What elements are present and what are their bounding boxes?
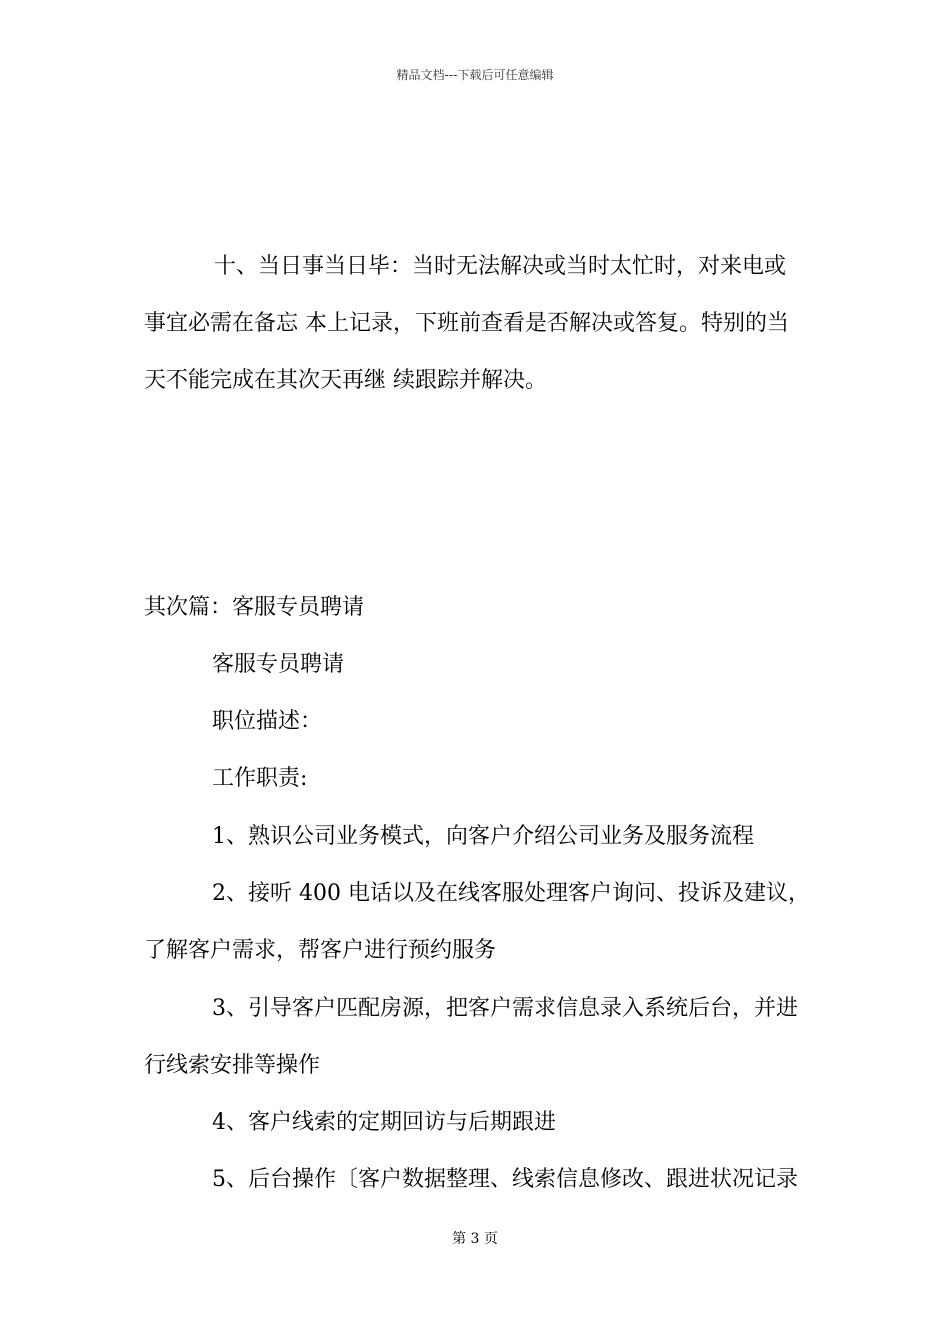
duty-item-3-line-2: 行线索安排等操作 <box>144 1053 321 1078</box>
page-number: 第 3 页 <box>452 1231 498 1247</box>
duty-item-4: 4、客户线索的定期回访与后期跟进 <box>212 1110 556 1135</box>
position-description-label: 职位描述： <box>212 709 323 734</box>
duty-item-2-line-2: 了解客户需求，帮客户进行预约服务 <box>144 938 497 963</box>
duty-item-1: 1、熟识公司业务模式，向客户介绍公司业务及服务流程 <box>212 824 754 849</box>
paragraph-10-line-1: 十、当日事当日毕：当时无法解决或当时太忙时，对来电或 <box>214 254 787 279</box>
duty-item-3-line-1: 3、引导客户匹配房源，把客户需求信息录入系统后台，并进 <box>212 996 798 1021</box>
page-header: 精品文档---下载后可任意编辑 <box>396 68 554 82</box>
duty-item-5-line-1: 5、后台操作〔客户数据整理、线索信息修改、跟进状况记录 <box>212 1167 798 1192</box>
duty-item-2-line-1: 2、接听 400 电话以及在线客服处理客户询问、投诉及建议， <box>212 881 810 906</box>
section-title: 其次篇：客服专员聘请 <box>144 595 365 620</box>
section-subtitle: 客服专员聘请 <box>212 652 345 677</box>
paragraph-10-line-2: 事宜必需在备忘 本上记录，下班前查看是否解决或答复。特别的当 <box>144 311 789 336</box>
paragraph-10-line-3: 天不能完成在其次天再继 续跟踪并解决。 <box>144 368 547 393</box>
duties-label: 工作职责: <box>212 766 308 791</box>
